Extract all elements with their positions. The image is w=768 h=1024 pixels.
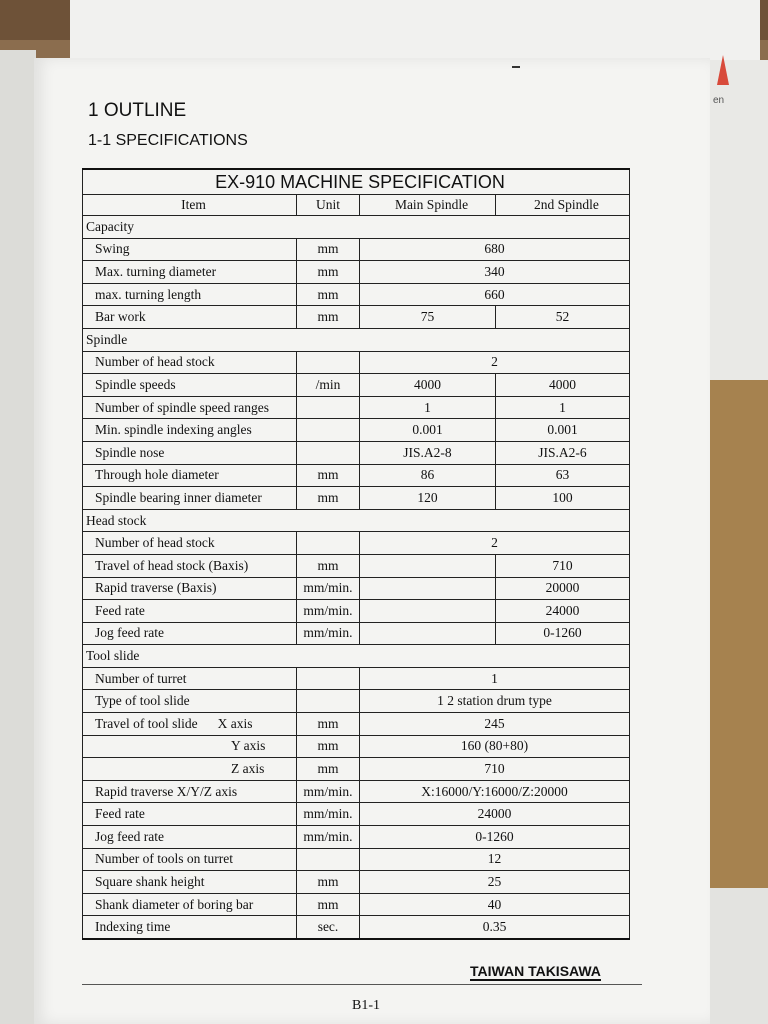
table-title: EX-910 MACHINE SPECIFICATION — [83, 169, 630, 195]
row-axis-label: Y axis — [83, 735, 297, 758]
row-item: Swing — [83, 238, 297, 261]
table-row — [83, 871, 630, 894]
header-unit: Unit — [297, 195, 360, 216]
row-unit — [297, 690, 360, 713]
header-main-spindle: Main Spindle — [360, 195, 496, 216]
table-row — [83, 893, 630, 916]
row-unit: mm — [297, 306, 360, 329]
table-row — [83, 667, 630, 690]
row-item: Rapid traverse X/Y/Z axis — [83, 780, 297, 803]
footer-rule — [82, 984, 642, 985]
row-unit: /min — [297, 374, 360, 397]
left-page-edge — [0, 50, 36, 1024]
table-row — [83, 306, 630, 329]
row-unit — [297, 351, 360, 374]
table-row — [83, 261, 630, 284]
row-value: 245 — [360, 713, 630, 736]
row-unit: mm — [297, 464, 360, 487]
table-row — [83, 826, 630, 849]
row-second-value: 100 — [496, 487, 630, 510]
row-unit: mm/min. — [297, 600, 360, 623]
row-unit: mm — [297, 713, 360, 736]
row-unit: mm — [297, 487, 360, 510]
row-value: 1 2 station drum type — [360, 690, 630, 713]
table-row — [83, 283, 630, 306]
row-item: Number of tools on turret — [83, 848, 297, 871]
table-row — [83, 780, 630, 803]
table-row — [83, 441, 630, 464]
row-item: Max. turning diameter — [83, 261, 297, 284]
row-second-value: 710 — [496, 554, 630, 577]
brand-name: TAIWAN TAKISAWA — [470, 963, 601, 979]
section-spindle: Spindle — [83, 328, 630, 351]
section-row — [83, 509, 630, 532]
row-unit: mm — [297, 758, 360, 781]
table-row — [83, 532, 630, 555]
row-second-value: 4000 — [496, 374, 630, 397]
table-row — [83, 735, 630, 758]
table-row — [83, 803, 630, 826]
section-tool-slide: Tool slide — [83, 645, 630, 668]
row-second-value: 63 — [496, 464, 630, 487]
row-value: 0-1260 — [360, 826, 630, 849]
table-row — [83, 690, 630, 713]
row-value: 1 — [360, 667, 630, 690]
row-item: Shank diameter of boring bar — [83, 893, 297, 916]
table-row — [83, 577, 630, 600]
table-row — [83, 396, 630, 419]
row-value: 2 — [360, 351, 630, 374]
row-axis-label: Z axis — [83, 758, 297, 781]
table-header-row — [83, 195, 630, 216]
row-main-value: 4000 — [360, 374, 496, 397]
row-item: Travel of head stock (Baxis) — [83, 554, 297, 577]
row-value: 710 — [360, 758, 630, 781]
row-main-value: 1 — [360, 396, 496, 419]
row-item: Rapid traverse (Baxis) — [83, 577, 297, 600]
row-unit: mm/min. — [297, 622, 360, 645]
row-value: 680 — [360, 238, 630, 261]
row-main-value — [360, 600, 496, 623]
row-main-value: 0.001 — [360, 419, 496, 442]
row-unit — [297, 848, 360, 871]
row-unit: mm/min. — [297, 826, 360, 849]
row-unit: mm/min. — [297, 780, 360, 803]
row-item-label: Travel of tool slide — [95, 715, 198, 731]
section-row — [83, 328, 630, 351]
row-main-value — [360, 554, 496, 577]
row-item: Number of head stock — [83, 532, 297, 555]
row-unit — [297, 419, 360, 442]
corner-text: en — [713, 95, 725, 106]
table-row — [83, 622, 630, 645]
row-value: X:16000/Y:16000/Z:20000 — [360, 780, 630, 803]
row-value: 12 — [360, 848, 630, 871]
table-row — [83, 554, 630, 577]
back-page — [70, 0, 760, 61]
row-unit: mm — [297, 261, 360, 284]
row-axis-label: X axis — [217, 715, 253, 731]
row-item — [83, 713, 297, 736]
table-row — [83, 374, 630, 397]
subsection-heading: 1-1 SPECIFICATIONS — [88, 132, 248, 149]
row-second-value: 20000 — [496, 577, 630, 600]
row-unit: mm — [297, 238, 360, 261]
row-item: Bar work — [83, 306, 297, 329]
row-item: Jog feed rate — [83, 826, 297, 849]
row-value: 160 (80+80) — [360, 735, 630, 758]
row-item: Spindle bearing inner diameter — [83, 487, 297, 510]
row-unit — [297, 396, 360, 419]
header-dash — [512, 66, 520, 68]
table-row — [83, 848, 630, 871]
row-second-value: 0-1260 — [496, 622, 630, 645]
table-row — [83, 238, 630, 261]
row-value: 340 — [360, 261, 630, 284]
row-item: Feed rate — [83, 600, 297, 623]
table-row — [83, 758, 630, 781]
row-value: 24000 — [360, 803, 630, 826]
row-second-value: 0.001 — [496, 419, 630, 442]
table-row — [83, 419, 630, 442]
section-row — [83, 645, 630, 668]
row-unit: sec. — [297, 916, 360, 939]
row-main-value: 120 — [360, 487, 496, 510]
row-unit: mm — [297, 554, 360, 577]
red-tab-marker — [717, 55, 729, 85]
row-unit: mm/min. — [297, 803, 360, 826]
row-second-value: 24000 — [496, 600, 630, 623]
row-item: Feed rate — [83, 803, 297, 826]
row-unit: mm/min. — [297, 577, 360, 600]
row-value: 660 — [360, 283, 630, 306]
row-value: 2 — [360, 532, 630, 555]
row-item: Jog feed rate — [83, 622, 297, 645]
row-main-value: JIS.A2-8 — [360, 441, 496, 464]
row-item: max. turning length — [83, 283, 297, 306]
row-main-value — [360, 622, 496, 645]
row-item: Spindle speeds — [83, 374, 297, 397]
section-capacity: Capacity — [83, 216, 630, 239]
row-value: 25 — [360, 871, 630, 894]
row-value: 0.35 — [360, 916, 630, 939]
table-row — [83, 916, 630, 939]
row-item: Number of spindle speed ranges — [83, 396, 297, 419]
row-item: Spindle nose — [83, 441, 297, 464]
row-unit: mm — [297, 735, 360, 758]
table-row — [83, 600, 630, 623]
row-main-value: 75 — [360, 306, 496, 329]
table-row — [83, 713, 630, 736]
row-item: Min. spindle indexing angles — [83, 419, 297, 442]
row-second-value: 1 — [496, 396, 630, 419]
side-paper-bottom — [700, 888, 768, 1024]
table-row — [83, 487, 630, 510]
row-item: Type of tool slide — [83, 690, 297, 713]
page-number: B1-1 — [352, 998, 380, 1013]
section-heading: 1 OUTLINE — [88, 100, 187, 121]
table-title-row — [83, 169, 630, 195]
section-head-stock: Head stock — [83, 509, 630, 532]
row-main-value: 86 — [360, 464, 496, 487]
row-unit — [297, 532, 360, 555]
row-unit: mm — [297, 283, 360, 306]
section-row — [83, 216, 630, 239]
side-paper — [708, 60, 768, 380]
row-unit — [297, 441, 360, 464]
table-row — [83, 464, 630, 487]
row-item: Indexing time — [83, 916, 297, 939]
row-value: 40 — [360, 893, 630, 916]
row-item: Number of turret — [83, 667, 297, 690]
row-item: Through hole diameter — [83, 464, 297, 487]
row-unit — [297, 667, 360, 690]
row-unit: mm — [297, 893, 360, 916]
row-unit: mm — [297, 871, 360, 894]
table-row — [83, 351, 630, 374]
spec-table — [82, 168, 630, 940]
row-item: Number of head stock — [83, 351, 297, 374]
row-second-value: 52 — [496, 306, 630, 329]
row-item: Square shank height — [83, 871, 297, 894]
row-main-value — [360, 577, 496, 600]
row-second-value: JIS.A2-6 — [496, 441, 630, 464]
header-item: Item — [83, 195, 297, 216]
header-2nd-spindle: 2nd Spindle — [496, 195, 630, 216]
